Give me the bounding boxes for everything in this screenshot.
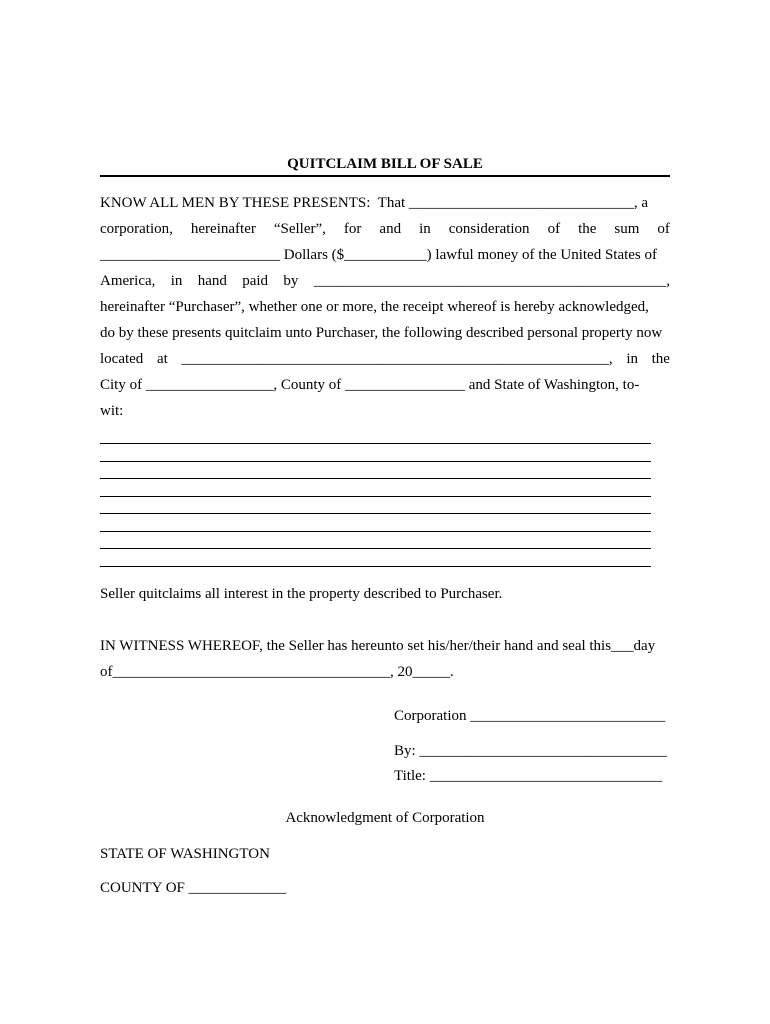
word: America, <box>100 273 156 289</box>
description-blank-line <box>100 496 651 497</box>
description-blank-line <box>100 531 651 532</box>
paragraph-line-7 <box>100 349 670 369</box>
description-blank-line <box>100 566 651 567</box>
word: the <box>578 221 597 237</box>
witness-line-2: of_____________________________________, 20_____. <box>100 664 454 680</box>
word: in <box>626 351 638 367</box>
paragraph-line-3: ________________________ Dollars ($___________) lawful money of the United States of <box>100 247 658 263</box>
description-blank-line <box>100 443 651 444</box>
word: by <box>283 273 299 289</box>
paragraph-line-2 <box>100 219 670 239</box>
word: and <box>379 221 402 237</box>
word: corporation, <box>100 221 173 237</box>
word: the <box>651 351 670 367</box>
word: hand <box>197 273 227 289</box>
signature-by: By: _________________________________ <box>394 743 667 759</box>
word: of <box>657 221 670 237</box>
word: sum <box>614 221 640 237</box>
paragraph-line-1: KNOW ALL MEN BY THESE PRESENTS: That ______________________________, a <box>100 195 649 211</box>
word: _________________________________________________________, <box>181 351 613 367</box>
paragraph-line-4 <box>100 271 670 291</box>
word: _______________________________________________, <box>313 273 670 289</box>
paragraph-line-6: do by these presents quitclaim unto Purchaser, the following described personal property now <box>100 325 663 341</box>
acknowledgment-heading: Acknowledgment of Corporation <box>285 810 485 826</box>
paragraph-line-8: City of _________________, County of ________________ and State of Washington, to- <box>100 377 640 393</box>
description-blank-line <box>100 478 651 479</box>
paragraph-line-9: wit: <box>100 403 124 419</box>
description-blank-line <box>100 513 651 514</box>
paragraph-line-5: hereinafter “Purchaser”, whether one or more, the receipt whereof is hereby acknowledged, <box>100 299 649 315</box>
word: “Seller”, <box>273 221 326 237</box>
title-underline <box>100 175 670 177</box>
quitclaim-statement: Seller quitclaims all interest in the property described to Purchaser. <box>100 586 503 602</box>
description-blank-line <box>100 461 651 462</box>
word: for <box>343 221 362 237</box>
word: in <box>170 273 183 289</box>
word: located <box>100 351 144 367</box>
word: at <box>156 351 168 367</box>
word: paid <box>242 273 269 289</box>
signature-title: Title: _______________________________ <box>394 768 663 784</box>
word: hereinafter <box>190 221 256 237</box>
signature-corporation: Corporation __________________________ <box>394 708 666 724</box>
witness-line-1: IN WITNESS WHEREOF, the Seller has hereunto set his/her/their hand and seal this___day <box>100 638 656 654</box>
description-blank-line <box>100 548 651 549</box>
acknowledgment-county: COUNTY OF _____________ <box>100 880 287 896</box>
acknowledgment-state: STATE OF WASHINGTON <box>100 846 270 862</box>
word: in <box>419 221 431 237</box>
document-title: QUITCLAIM BILL OF SALE <box>287 156 483 172</box>
word: of <box>547 221 561 237</box>
word: consideration <box>448 221 530 237</box>
